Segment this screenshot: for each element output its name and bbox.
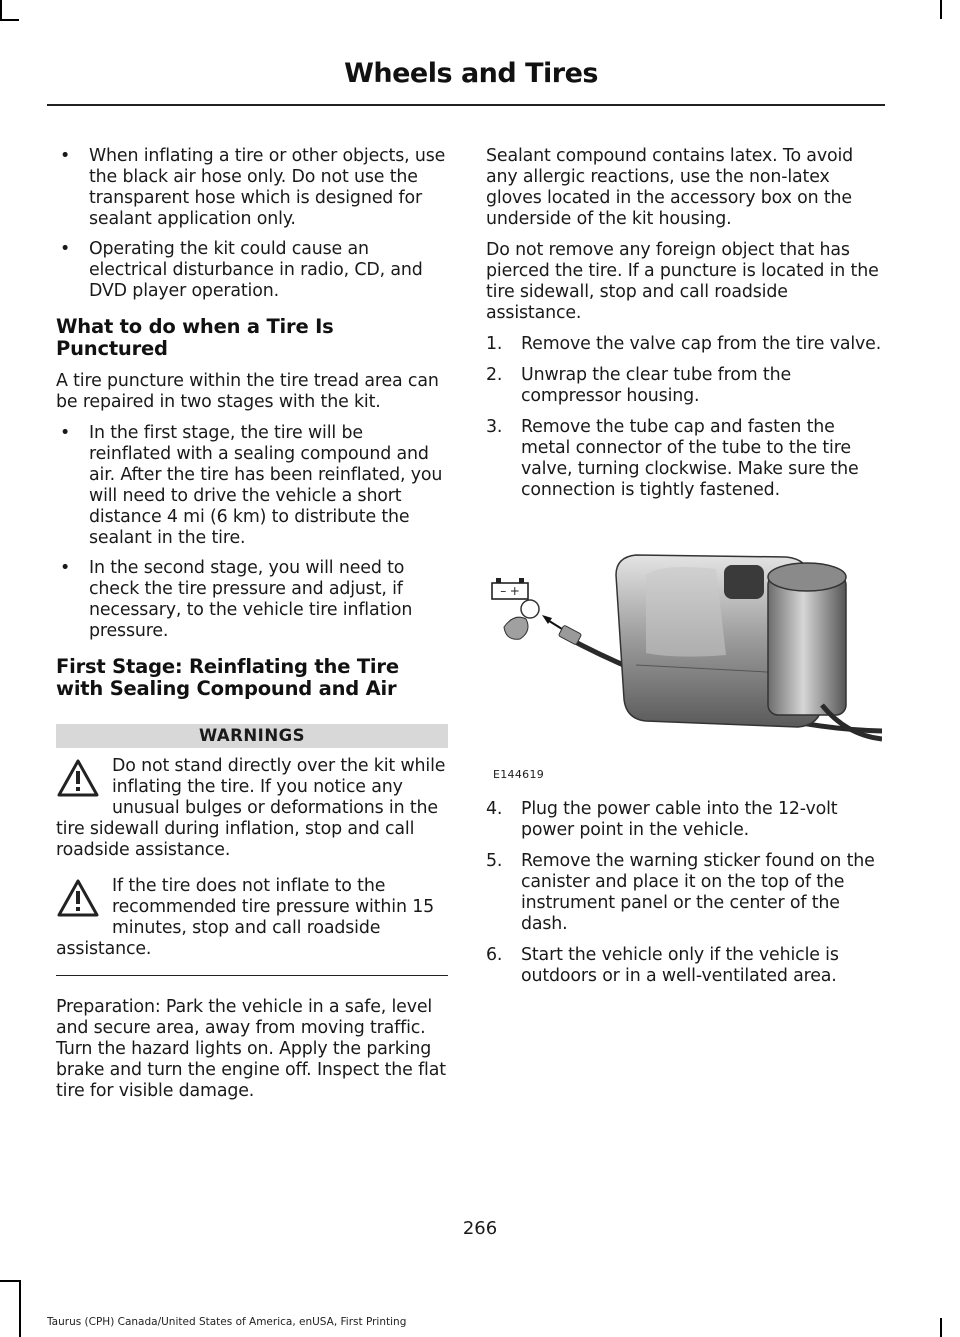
list-item: • When inflating a tire or other objects, use the black air hose only. Do not use the transparent hose which is designed for sealant application only. [56, 146, 448, 230]
warning-triangle-icon [56, 758, 100, 798]
steps-list-2 [486, 799, 882, 987]
warning-text: Do not stand directly over the kit while inflating the tire. If you notice any unusual bulges or deformations in the tire sidewall during inflation, stop and call roadside assistance. [56, 756, 446, 860]
compressor-illustration [486, 535, 882, 785]
warning-block [56, 876, 448, 960]
footer-text: Taurus (CPH) Canada/United States of America, enUSA, First Printing [47, 1316, 407, 1328]
warnings-header: WARNINGS [56, 724, 448, 748]
steps-list-1 [486, 334, 882, 501]
section-heading-punctured: What to do when a Tire Is Punctured [56, 315, 334, 360]
battery-polarity: – + [500, 584, 520, 598]
left-column [56, 146, 448, 1112]
warnings-end-rule [56, 975, 448, 976]
crop-mark [19, 1280, 21, 1337]
page-number: 266 [462, 1218, 498, 1239]
step-item [486, 851, 882, 935]
page-title: Wheels and Tires [344, 58, 598, 89]
preparation-paragraph: Preparation: Park the vehicle in a safe, level and secure area, away from moving traffic. Turn the hazard lights on. Apply the parking brake and turn the engine off. Inspect the flat tire for visible damage. [56, 997, 446, 1101]
list-item: • Operating the kit could cause an electrical disturbance in radio, CD, and DVD player operation. [56, 239, 448, 302]
step-number: 6. [486, 945, 503, 965]
step-item [486, 334, 882, 355]
step-item [486, 799, 882, 841]
crop-mark [0, 0, 2, 19]
battery-icon [492, 578, 528, 599]
step-number: 5. [486, 851, 503, 871]
step-number: 4. [486, 799, 503, 819]
step-item [486, 365, 882, 407]
step-item [486, 417, 882, 501]
step-item [486, 945, 882, 987]
step-number: 3. [486, 417, 503, 437]
header-rule [47, 104, 885, 106]
step-text: Remove the warning sticker found on the canister and place it on the top of the instrument panel or the center of the dash. [521, 851, 875, 934]
warning-text: If the tire does not inflate to the recommended tire pressure within 15 minutes, stop and call roadside assistance. [56, 876, 435, 959]
list-item: • In the second stage, you will need to check the tire pressure and adjust, if necessary, to the vehicle tire inflation pressure. [56, 558, 448, 642]
crop-mark [940, 0, 942, 19]
step-text: Unwrap the clear tube from the compressor housing. [521, 365, 791, 406]
step-text: Remove the tube cap and fasten the metal connector of the tube to the tire valve, turning clockwise. Make sure the connection is tightly fastened. [521, 417, 859, 500]
crop-mark [0, 19, 19, 21]
compressor-drawing [486, 535, 882, 765]
step-text: Start the vehicle only if the vehicle is outdoors or in a well-ventilated area. [521, 945, 839, 986]
intro-paragraph: A tire puncture within the tire tread area can be repaired in two stages with the kit. [56, 371, 439, 412]
warning-block [56, 756, 448, 861]
latex-paragraph: Sealant compound contains latex. To avoid any allergic reactions, use the non-latex gloves located in the accessory box on the underside of the kit housing. [486, 146, 854, 229]
section-heading-first-stage: First Stage: Reinflating the Tire with Sealing Compound and Air [56, 655, 399, 700]
figure-label: E144619 [493, 768, 545, 781]
step-number: 2. [486, 365, 503, 385]
step-number: 1. [486, 334, 503, 354]
warning-triangle-icon [56, 878, 100, 918]
stage-bullet-list [56, 423, 448, 642]
right-column [486, 146, 882, 997]
crop-mark [940, 1318, 942, 1337]
crop-mark [0, 1280, 19, 1282]
step-text: Plug the power cable into the 12-volt power point in the vehicle. [521, 799, 838, 840]
hose-bullet-list [56, 146, 448, 302]
foreign-object-paragraph: Do not remove any foreign object that has pierced the tire. If a puncture is located in the tire sidewall, stop and call roadside assistance. [486, 240, 879, 323]
list-item: • In the first stage, the tire will be reinflated with a sealing compound and air. After the tire has been reinflated, you will need to drive the vehicle a short distance 4 mi (6 km) to distribute the sealant in the tire. [56, 423, 448, 549]
step-text: Remove the valve cap from the tire valve. [521, 334, 882, 354]
